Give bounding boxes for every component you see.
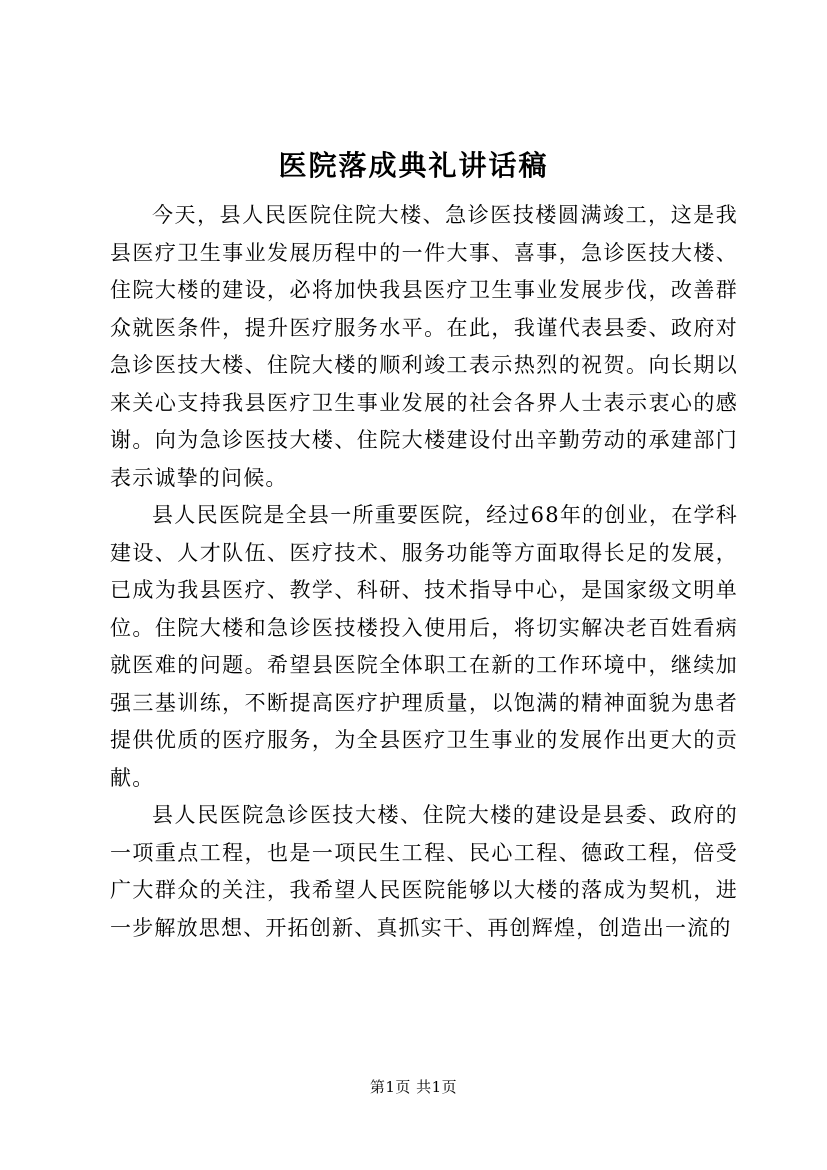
document-body xyxy=(110,197,738,947)
paragraph: 县人民医院急诊医技大楼、住院大楼的建设是县委、政府的一项重点工程，也是一项民生工程、民心工程、德政工程，倍受广大群众的关注，我希望人民医院能够以大楼的落成为契机，进一步解放思想、开拓创新、真抓实干、再创辉煌，创造出一流的 xyxy=(110,803,738,940)
paragraph: 今天，县人民医院住院大楼、急诊医技楼圆满竣工，这是我县医疗卫生事业发展历程中的一件大事、喜事，急诊医技大楼、住院大楼的建设，必将加快我县医疗卫生事业发展步伐，改善群众就医条件，提升医疗服务水平。在此，我谨代表县委、政府对急诊医技大楼、住院大楼的顺利竣工表示热烈的祝贺。向长期以来关心支持我县医疗卫生事业发展的社会各界人士表示衷心的感谢。向为急诊医技大楼、住院大楼建设付出辛勤劳动的承建部门表示诚挚的问候。 xyxy=(110,203,738,490)
paragraph: 县人民医院是全县一所重要医院，经过68年的创业，在学科建设、人才队伍、医疗技术、服务功能等方面取得长足的发展，已成为我县医疗、教学、科研、技术指导中心，是国家级文明单位。住院大楼和急诊医技楼投入使用后，将切实解决老百姓看病就医难的问题。希望县医院全体职工在新的工作环境中，继续加强三基训练，不断提高医疗护理质量，以饱满的精神面貌为患者提供优质的医疗服务，为全县医疗卫生事业的发展作出更大的贡献。 xyxy=(110,503,738,790)
document-title: 医院落成典礼讲话稿 xyxy=(278,149,549,182)
page-footer: 第1页 共1页 xyxy=(369,1078,458,1096)
